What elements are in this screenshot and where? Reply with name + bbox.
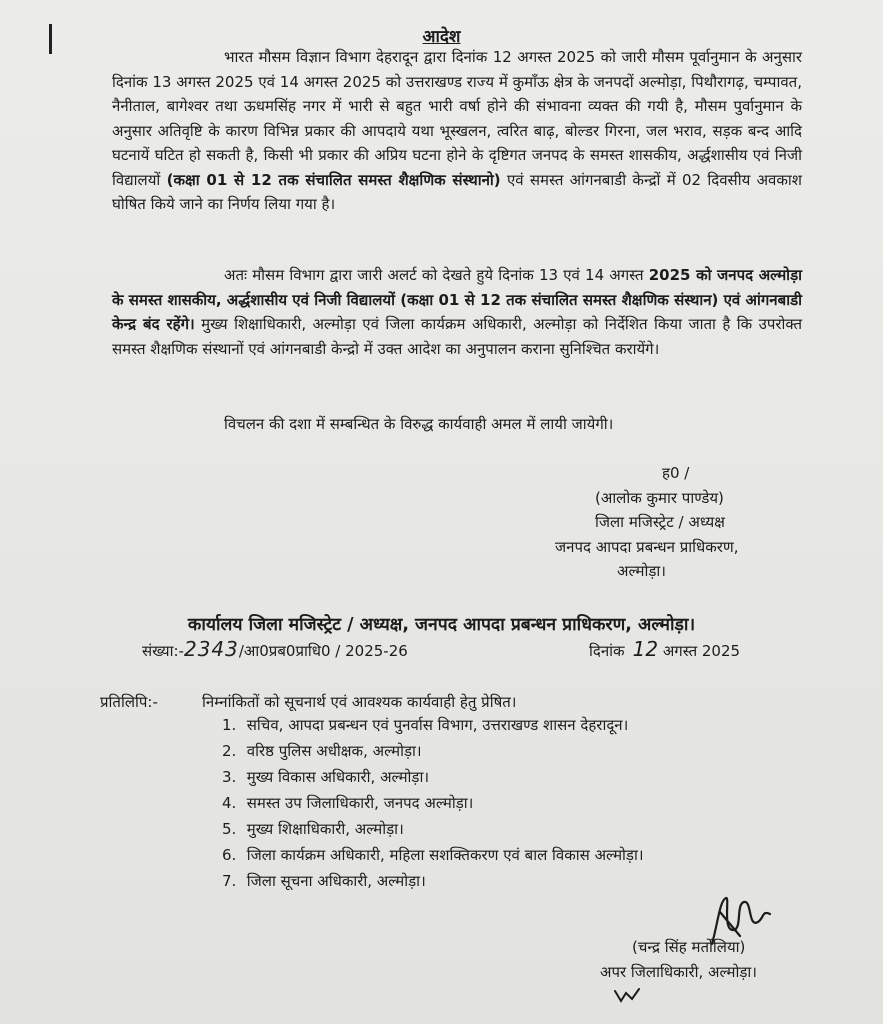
para2-text-end: मुख्य शिक्षाधिकारी, अल्मोड़ा एवं जिला कार्यक्रम अधिकारी, अल्मोड़ा को निर्देशित किया जाता है कि उपरोक्त समस्त शैक्षणिक संस्थानों एवं आंगनबाडी केन्द्रो में उक्त आदेश का अनुपालन कराना सुनिश्चित करायेंगे। xyxy=(112,315,803,358)
additional-signatory-block xyxy=(600,935,757,985)
order-paragraph-1 xyxy=(112,45,802,217)
recipient-item xyxy=(222,790,644,816)
recipient-text: मुख्य विकास अधिकारी, अल्मोड़ा। xyxy=(246,768,430,786)
recipient-text: जिला सूचना अधिकारी, अल्मोड़ा। xyxy=(246,872,426,890)
recipient-text: सचिव, आपदा प्रबन्धन एवं पुनर्वास विभाग, उत्तराखण्ड शासन देहरादून। xyxy=(246,716,629,734)
signatory-block xyxy=(555,461,825,584)
recipient-item xyxy=(222,712,644,738)
additional-signatory-name: (चन्द्र सिंह मर्तोलिया) xyxy=(632,938,746,956)
recipient-number: 2. xyxy=(222,742,237,760)
recipient-item xyxy=(222,738,644,764)
recipient-item xyxy=(222,764,644,790)
signatory-designation: जिला मजिस्ट्रेट / अध्यक्ष xyxy=(595,513,725,531)
order-paragraph-2 xyxy=(112,263,802,361)
date-label: दिनांक xyxy=(589,642,625,660)
recipient-item xyxy=(222,816,644,842)
reference-handwritten-number: 2343 xyxy=(183,637,239,661)
copy-label: प्रतिलिपि:- xyxy=(100,693,158,711)
date-day: 12 xyxy=(632,637,659,661)
date-month-year: अगस्त 2025 xyxy=(662,642,741,660)
reference-label: संख्या:- xyxy=(142,642,184,660)
signatory-place: अल्मोड़ा। xyxy=(617,562,666,580)
initials-scribble xyxy=(612,985,642,1007)
copy-to-row xyxy=(100,692,516,712)
reference-number-row xyxy=(142,637,408,661)
copy-intro: निम्नांकितों को सूचनार्थ एवं आवश्यक कार्यवाही हेतु प्रेषित। xyxy=(202,693,517,711)
para2-bold-text: 2025 को जनपद अल्मोड़ा के समस्त शासकीय, अर्द्धशासीय एवं निजी विद्यालयों (कक्षा 01 से 12 तक संचालित समस्त शैक्षणिक संस्थान) एवं आंगनबाडी केन्द्र बंद रहेंगे। xyxy=(112,266,802,333)
recipient-number: 6. xyxy=(222,846,237,864)
recipient-number: 1. xyxy=(222,716,237,734)
para3-text: विचलन की दशा में सम्बन्धित के विरुद्ध कार्यवाही अमल में लायी जायेगी। xyxy=(224,415,614,433)
para1-text: भारत मौसम विज्ञान विभाग देहरादून द्वारा दिनांक 12 अगस्त 2025 को जारी मौसम पूर्वानुमान के अनुसार दिनांक 13 अगस्त 2025 एवं 14 अगस्त 2025 को उत्तराखण्ड राज्य में कुमाँऊ क्षेत्र के जनपदों अल्मोड़ा, पिथौरागढ़, चम्पावत, नैनीताल, बागेश्वर तथा ऊधमसिंह नगर में भारी से बहुत भारी वर्षा होने की संभावना व्यक्त की गयी है, मौसम पुर्वानुमान के अनुसार अतिवृष्टि के कारण विभिन्न प्रकार की आपदाये यथा भूस्खलन, त्वरित बाढ़, बोल्डर गिरना, जल भराव, सड़क बन्द आदि घटनायें घटित हो सकती है, किसी भी प्रकार की अप्रिय घटना होने के दृष्टिगत जनपद के समस्त शासकीय, अर्द्धशासीय एवं निजी विद्यालयों xyxy=(112,48,802,189)
order-paragraph-3 xyxy=(112,412,802,437)
recipient-number: 4. xyxy=(222,794,237,812)
additional-signatory-designation: अपर जिलाधिकारी, अल्मोड़ा। xyxy=(600,963,757,981)
recipient-text: जिला कार्यक्रम अधिकारी, महिला सशक्तिकरण एवं बाल विकास अल्मोड़ा। xyxy=(246,846,644,864)
para2-text: अतः मौसम विभाग द्वारा जारी अलर्ट को देखते हुये दिनांक 13 एवं 14 अगस्त xyxy=(224,266,644,284)
recipient-text: समस्त उप जिलाधिकारी, जनपद अल्मोड़ा। xyxy=(246,794,474,812)
recipient-number: 3. xyxy=(222,768,237,786)
recipient-list xyxy=(222,712,644,894)
recipient-item xyxy=(222,842,644,868)
office-heading: कार्यालय जिला मजिस्ट्रेट / अध्यक्ष, जनपद आपदा प्रबन्धन प्राधिकरण, अल्मोड़ा। xyxy=(187,615,696,635)
signatory-authority: जनपद आपदा प्रबन्धन प्राधिकरण, xyxy=(555,537,739,556)
order-title: आदेश xyxy=(422,27,461,47)
signed-mark: ह0 / xyxy=(662,464,690,482)
para1-text-end: एवं समस्त आंगनबाडी केन्द्रों में 02 दिवसीय अवकाश घोषित किये जाने का निर्णय लिया गया है। xyxy=(112,170,802,213)
para1-bold-text: (कक्षा 01 से 12 तक संचालित समस्त शैक्षणिक संस्थानो) xyxy=(166,170,501,189)
recipient-text: मुख्य शिक्षाधिकारी, अल्मोड़ा। xyxy=(246,820,404,838)
recipient-number: 7. xyxy=(222,872,237,890)
recipient-text: वरिष्ठ पुलिस अधीक्षक, अल्मोड़ा। xyxy=(246,742,422,760)
recipient-item xyxy=(222,868,644,894)
signatory-name: (आलोक कुमार पाण्डेय) xyxy=(595,488,724,507)
recipient-number: 5. xyxy=(222,820,237,838)
reference-suffix: /आ0प्रब0प्राधि0 / 2025-26 xyxy=(238,642,408,660)
reference-date-row xyxy=(589,637,740,661)
